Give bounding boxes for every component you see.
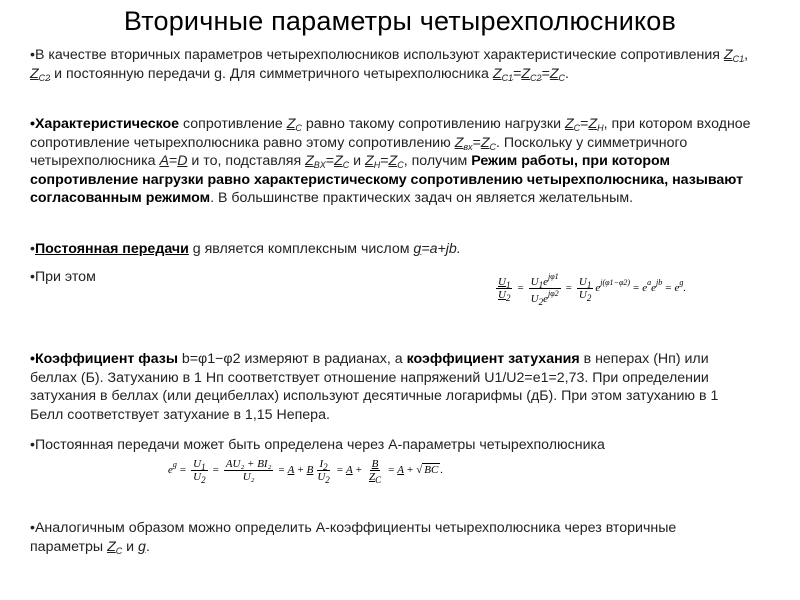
paragraph-propagation-constant: •Постоянная передачи g является комплексным числом g=a+jb. (30, 241, 461, 257)
zc1: $Z_{C1}$ (723, 47, 745, 64)
paragraph-secondary-params: •В качестве вторичных параметров четырехполюсников используют характеристические сопротивления $Z_{C1}$, $Z_{C2}$ и постоянную передачи g. Для симметричного четырехполюсника $Z_{C1}=Z_{C2}=Z_C$. (30, 47, 749, 83)
text: •В качестве вторичных параметров четырехполюсников используют характеристические сопротивления (30, 47, 724, 63)
paragraph-characteristic-impedance: •Характеристическое сопротивление $Z_C$ равно такому сопротивлению нагрузки $Z_C=Z_H$, при котором входное сопротивление четырехполюсника равно этому сопротивлению $Z_{вх}=Z_C$. Поскольку у симметричного четырехполюсника A=D и то, подставляя $Z_{BX}=Z_C$ и $Z_H=Z_C$, получим Режим работы, при котором сопротивление нагрузки равно характеристическому сопротивлению четырехполюсника, называют согласованным режимом. В большинстве практических задач он является желательным. (30, 116, 751, 206)
paragraph-a-params: •Постоянная передачи может быть определена через А-параметры четырехполюсника (30, 437, 605, 453)
formula-a-params: $e^g$ = $\frac{U_1}{U_2}$ = $\frac{\text{AU₂ + BI₂}}{\text{U₂}}$ = A + B $\frac{I_2}{U_2}$ = A + $\frac{B}{Z_C}$ = A + √ BC . (168, 458, 444, 485)
eq-zc2: $Z_{C2}$ (521, 65, 542, 83)
paragraph-at-this: •При этом (30, 269, 96, 285)
formula-voltage-ratio: $\frac{U_1}{U_2}$ = $\frac{U_1e^{j\varphi 1}}{U_2e^{j\varphi 2}}$ = $\frac{U_1}{U_2}$ $e^{j(\varphi 1-\varphi 2)} = e^ae^{jb} = e^g$. (498, 272, 687, 307)
paragraph-similarly: •Аналогичным образом можно определить А-коэффициенты четырехполюсника через вторичные параметры $Z_C$ и g. (30, 520, 677, 556)
eq-zc: $Z_C$ (549, 65, 566, 83)
paragraph-phase-attenuation: •Коэффициент фазы b=φ1−φ2 измеряют в радианах, а коэффициент затухания в неперах (Нп) или беллах (Б). Затуханию в 1 Нп соответствует отношение напряжений U1/U2=e1=2,73. При определении затухания в беллах (или децибеллах) используют десятичные логарифмы (дБ). При этом затуханию в 1 Белл соответствует затухание в 1,15 Непера. (30, 351, 719, 423)
eq-zc1: $Z_{C1}$ (492, 65, 514, 83)
zc2: $Z_{C2}$ (30, 65, 51, 83)
slide-title: Вторичные параметры четырехполюсников (123, 6, 677, 36)
text: и постоянную передачи g. Для симметричного четырехполюсника (50, 65, 493, 82)
